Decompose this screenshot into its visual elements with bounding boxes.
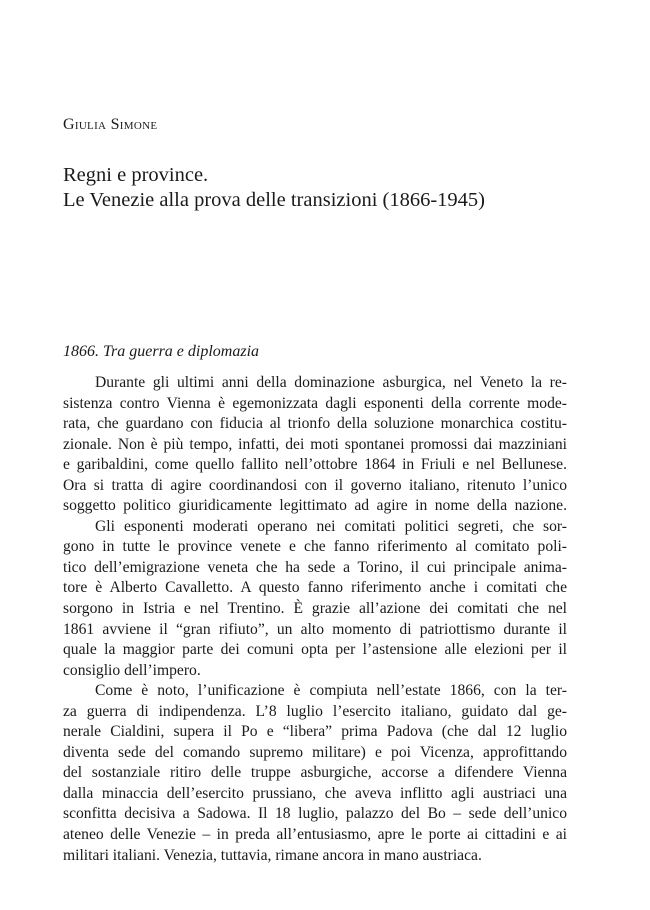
text-line: soggetto politico giuridicamente legittimato ad agire in nome della nazione. — [63, 497, 567, 515]
text-line: gono in tutte le province venete e che fanno riferimento al comitato poli- — [63, 538, 567, 556]
section-heading: 1866. Tra guerra e diplomazia — [63, 343, 260, 360]
paragraph-1 — [63, 373, 567, 517]
text-line: tico dell’emigrazione veneta che ha sede a Torino, il cui principale anima- — [63, 558, 567, 576]
text-line: quale la maggior parte dei comuni opta per l’astensione alle elezioni per il — [63, 641, 567, 659]
text-line: nerale Cialdini, supera il Po e “libera” prima Padova (che dal 12 luglio — [63, 723, 567, 741]
text-line: diventa sede del comando supremo militare) e poi Vicenza, approfittando — [63, 743, 567, 761]
text-line: Come è noto, l’unificazione è compiuta nell’estate 1866, con la ter- — [95, 682, 567, 700]
text-line: sistenza contro Vienna è egemonizzata dagli esponenti della corrente mode- — [63, 394, 567, 412]
chapter-title-line-2: Le Venezie alla prova delle transizioni (1866-1945) — [63, 189, 485, 211]
text-line: tore è Alberto Cavalletto. A questo fanno riferimento anche i comitati che — [63, 579, 567, 597]
text-line: rata, che guardano con fiducia al trionfo della soluzione monarchica costitu- — [63, 415, 567, 433]
text-line: del sostanziale ritiro delle truppe asburgiche, accorse a difendere Vienna — [63, 764, 567, 782]
text-line: ateneo delle Venezie – in preda all’entusiasmo, apre le porte ai cittadini e ai — [63, 826, 567, 844]
text-line: zionale. Non è più tempo, infatti, dei moti spontanei promossi dai mazziniani — [63, 435, 567, 453]
chapter-title — [63, 163, 485, 213]
text-line: consiglio dell’impero. — [63, 661, 201, 679]
text-line: dalla minaccia dell’esercito prussiano, che aveva inflitto agli austriaci una — [63, 784, 567, 802]
text-line: za guerra di indipendenza. L’8 luglio l’esercito italiano, guidato dal ge- — [63, 702, 567, 720]
text-line: sconfitta decisiva a Sadowa. Il 18 luglio, palazzo del Bo – sede dell’unico — [63, 805, 567, 823]
body-text — [63, 373, 567, 866]
text-line: Gli esponenti moderati operano nei comitati politici segreti, che sor- — [95, 517, 567, 535]
text-line: militari italiani. Venezia, tuttavia, rimane ancora in mano austriaca. — [63, 846, 482, 864]
text-line: 1861 avviene il “gran rifiuto”, un alto momento di patriottismo durante il — [63, 620, 567, 638]
text-line: Ora si tratta di agire coordinandosi con il governo italiano, ritenuto l’unico — [63, 476, 567, 494]
paragraph-2 — [63, 517, 567, 681]
text-line: e garibaldini, come quello fallito nell’ottobre 1864 in Friuli e nel Bellunese. — [63, 456, 567, 474]
text-line: Durante gli ultimi anni della dominazione asburgica, nel Veneto la re- — [95, 374, 567, 391]
chapter-title-line-1: Regni e province. — [63, 164, 209, 186]
text-line: sorgono in Istria e nel Trentino. È grazie all’azione dei comitati che nel — [63, 600, 567, 618]
author-name: Giulia Simone — [63, 116, 158, 133]
paragraph-3 — [63, 681, 567, 866]
